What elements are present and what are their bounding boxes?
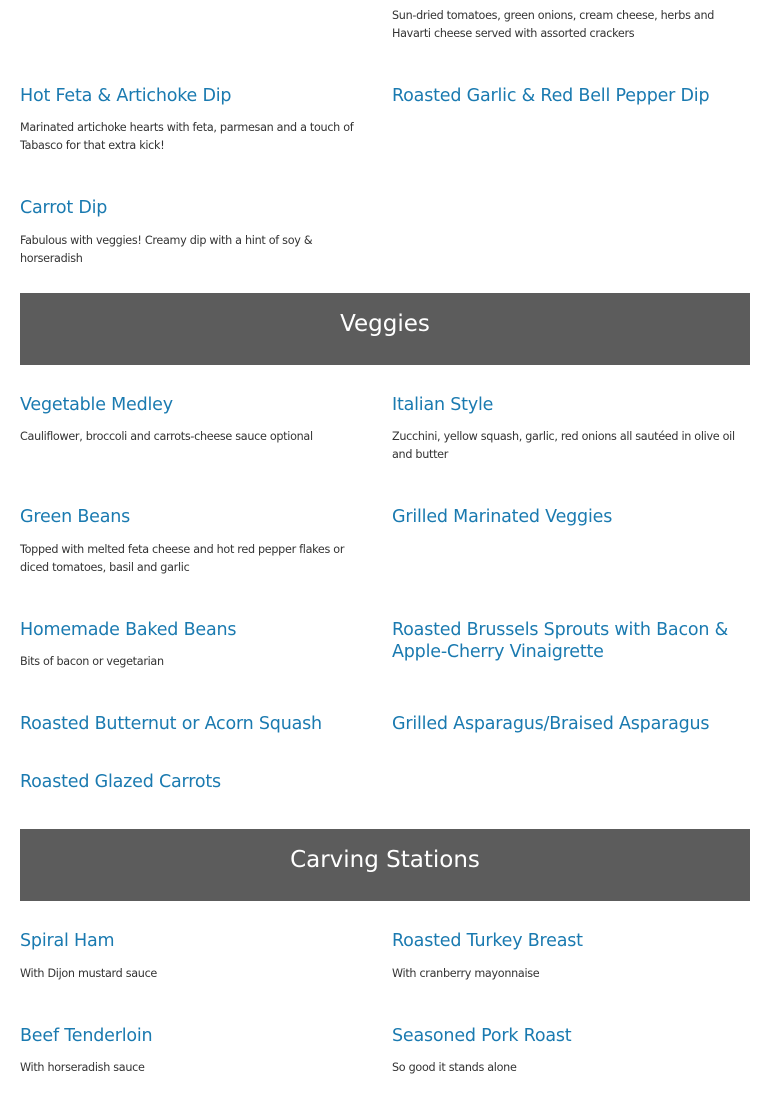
item-description: With horseradish sauce (20, 1061, 145, 1074)
item-description: Sun-dried tomatoes, green onions, cream cheese, herbs and Havarti cheese served with assorted crackers (392, 9, 715, 40)
item-title-pork-roast: Seasoned Pork Roast (392, 1026, 572, 1046)
item-description: Fabulous with veggies! Creamy dip with a hint of soy & horseradish (20, 234, 313, 265)
item-title-glazed-carrots: Roasted Glazed Carrots (20, 772, 221, 792)
item-description: Zucchini, yellow squash, garlic, red onions all sautéed in olive oil and butter (392, 430, 735, 461)
item-title-spiral-ham: Spiral Ham (20, 931, 115, 951)
item-title-vegetable-medley: Vegetable Medley (20, 395, 173, 415)
item-description: With Dijon mustard sauce (20, 967, 158, 980)
item-title-green-beans: Green Beans (20, 507, 131, 527)
item-title-beef-tenderloin: Beef Tenderloin (20, 1026, 153, 1046)
item-title-turkey-breast: Roasted Turkey Breast (392, 931, 583, 951)
item-description: Bits of bacon or vegetarian (20, 655, 164, 668)
item-title-hot-feta-dip: Hot Feta & Artichoke Dip (20, 86, 232, 106)
section-banner-veggies (20, 293, 750, 365)
item-description: Topped with melted feta cheese and hot red pepper flakes or diced tomatoes, basil and garlic (20, 543, 345, 574)
section-heading: Veggies (340, 311, 430, 337)
item-description: Cauliflower, broccoli and carrots-cheese sauce optional (20, 430, 313, 443)
item-description: With cranberry mayonnaise (392, 967, 540, 980)
section-banner-carving-stations (20, 829, 750, 901)
section-heading: Carving Stations (290, 847, 480, 873)
item-title-grilled-veggies: Grilled Marinated Veggies (392, 507, 613, 527)
item-title-brussels-sprouts: Roasted Brussels Sprouts with Bacon & Apple-Cherry Vinaigrette (392, 620, 729, 662)
item-title-asparagus: Grilled Asparagus/Braised Asparagus (392, 714, 710, 734)
item-description: Marinated artichoke hearts with feta, parmesan and a touch of Tabasco for that extra kick! (20, 121, 354, 152)
item-title-squash: Roasted Butternut or Acorn Squash (20, 714, 322, 734)
item-title-baked-beans: Homemade Baked Beans (20, 620, 237, 640)
item-description: So good it stands alone (392, 1061, 517, 1074)
item-title-italian-style: Italian Style (392, 395, 494, 415)
item-title-garlic-pepper-dip: Roasted Garlic & Red Bell Pepper Dip (392, 86, 710, 106)
item-title-carrot-dip: Carrot Dip (20, 198, 108, 218)
